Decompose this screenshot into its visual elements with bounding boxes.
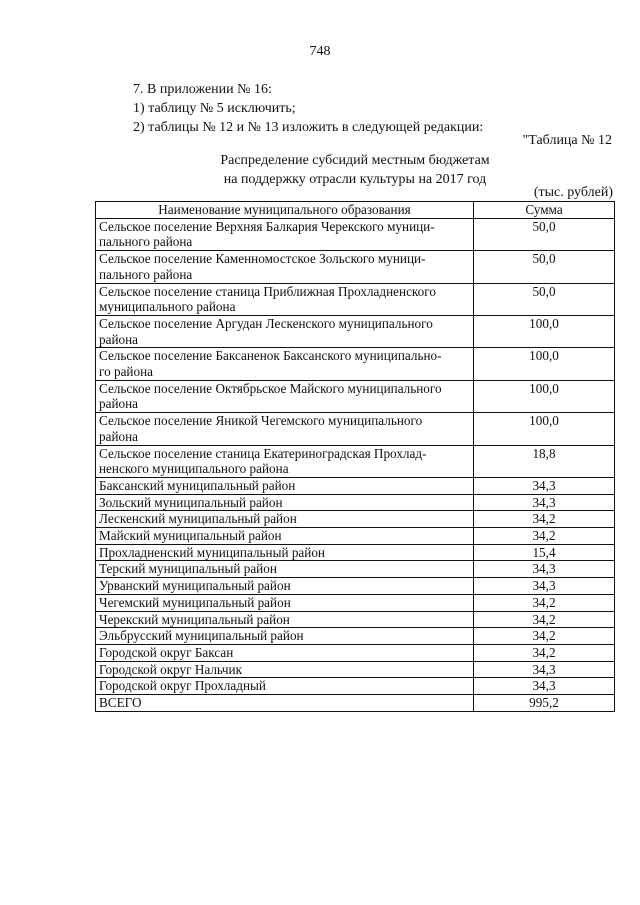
table-title-line-2: на поддержку отрасли культуры на 2017 год	[223, 172, 487, 187]
row-name	[96, 678, 474, 695]
table-row	[96, 594, 615, 611]
row-sum: 34,3	[474, 494, 615, 511]
row-name-line: района	[99, 331, 139, 347]
row-name	[96, 695, 474, 712]
row-name	[96, 413, 474, 445]
table-row	[96, 315, 615, 347]
row-sum: 50,0	[474, 218, 615, 250]
row-name-line: ВСЕГО	[99, 695, 142, 711]
row-name-line: Прохладненский муниципальный район	[99, 544, 325, 560]
row-name	[96, 561, 474, 578]
row-name-line: Урванский муниципальный район	[99, 578, 291, 594]
row-name-line: Сельское поселение Каменномостское Зольского муници-	[99, 251, 426, 267]
row-name	[96, 578, 474, 595]
table-row	[96, 695, 615, 712]
row-sum: 34,3	[474, 561, 615, 578]
row-name	[96, 348, 474, 380]
intro-text	[133, 80, 483, 137]
row-name-line: Эльбрусский муниципальный район	[99, 628, 304, 644]
table-title-line-1: Распределение субсидий местным бюджетам	[220, 153, 490, 168]
table-row	[96, 528, 615, 545]
row-sum: 18,8	[474, 445, 615, 477]
row-name	[96, 644, 474, 661]
row-sum: 995,2	[474, 695, 615, 712]
row-name-line: района	[99, 428, 139, 444]
row-sum: 34,3	[474, 578, 615, 595]
row-name	[96, 544, 474, 561]
row-sum: 34,2	[474, 628, 615, 645]
header-name: Наименование муниципального образования	[96, 202, 474, 219]
row-sum: 100,0	[474, 315, 615, 347]
table-row	[96, 628, 615, 645]
row-sum: 34,2	[474, 611, 615, 628]
table-row	[96, 283, 615, 315]
row-name	[96, 594, 474, 611]
page-number: 748	[309, 44, 331, 59]
row-name-line: Лескенский муниципальный район	[99, 511, 297, 527]
row-sum: 34,2	[474, 528, 615, 545]
row-name-line: муниципального района	[99, 299, 236, 315]
amendment-subitem-1: 1) таблицу № 5 исключить;	[133, 101, 296, 116]
table-row	[96, 380, 615, 412]
row-name	[96, 380, 474, 412]
subsidy-table	[95, 201, 615, 712]
row-name-line: Сельское поселение Октябрьское Майского муниципального	[99, 380, 442, 396]
row-name-line: Сельское поселение Аргудан Лескенского муниципального	[99, 315, 433, 331]
row-name	[96, 315, 474, 347]
row-name-line: Городской округ Прохладный	[99, 678, 266, 694]
row-name	[96, 445, 474, 477]
header-sum: Сумма	[474, 202, 615, 219]
row-name-line: го района	[99, 364, 153, 380]
table-row	[96, 678, 615, 695]
row-name-line: ненского муниципального района	[99, 461, 289, 477]
row-sum: 34,3	[474, 678, 615, 695]
row-name	[96, 611, 474, 628]
table-row	[96, 578, 615, 595]
row-name-line: Сельское поселение Яникой Чегемского муниципального	[99, 413, 423, 429]
row-name-line: Сельское поселение Верхняя Балкария Черекского муници-	[99, 218, 435, 234]
table-title	[0, 151, 640, 189]
row-name	[96, 494, 474, 511]
row-name-line: Сельское поселение Баксаненок Баксанского муниципально-	[99, 348, 442, 364]
row-sum: 100,0	[474, 348, 615, 380]
row-name-line: района	[99, 396, 139, 412]
row-name-line: Черекский муниципальный район	[99, 611, 290, 627]
table-row	[96, 445, 615, 477]
row-sum: 100,0	[474, 380, 615, 412]
row-sum: 34,3	[474, 477, 615, 494]
table-row	[96, 611, 615, 628]
row-name	[96, 283, 474, 315]
row-name	[96, 218, 474, 250]
row-name	[96, 628, 474, 645]
table-row	[96, 348, 615, 380]
row-name	[96, 251, 474, 283]
row-name	[96, 477, 474, 494]
row-sum: 34,2	[474, 511, 615, 528]
table-row	[96, 251, 615, 283]
row-name-line: Сельское поселение станица Приближная Прохладненского	[99, 283, 436, 299]
table-row	[96, 544, 615, 561]
row-sum: 100,0	[474, 413, 615, 445]
table-row	[96, 511, 615, 528]
row-name	[96, 511, 474, 528]
table-header-row	[96, 202, 615, 219]
row-sum: 34,2	[474, 644, 615, 661]
row-name-line: Городской округ Баксан	[99, 644, 234, 660]
row-name	[96, 528, 474, 545]
row-sum: 34,2	[474, 594, 615, 611]
amendment-subitem-2: 2) таблицы № 12 и № 13 изложить в следующей редакции:	[133, 120, 484, 135]
table-row	[96, 644, 615, 661]
row-name-line: Терский муниципальный район	[99, 561, 277, 577]
table-label: "Таблица № 12	[522, 133, 612, 148]
table-row	[96, 561, 615, 578]
table-row	[96, 218, 615, 250]
table-body	[96, 218, 615, 711]
row-name-line: пального района	[99, 234, 193, 250]
row-name-line: Сельское поселение станица Екатериноградская Прохлад-	[99, 445, 427, 461]
table-row	[96, 661, 615, 678]
row-name-line: пального района	[99, 266, 193, 282]
row-name	[96, 661, 474, 678]
row-sum: 15,4	[474, 544, 615, 561]
row-sum: 34,3	[474, 661, 615, 678]
row-name-line: Городской округ Нальчик	[99, 661, 243, 677]
table-row	[96, 477, 615, 494]
row-name-line: Зольский муниципальный район	[99, 494, 283, 510]
row-name-line: Баксанский муниципальный район	[99, 477, 296, 493]
row-name-line: Майский муниципальный район	[99, 528, 282, 544]
row-sum: 50,0	[474, 251, 615, 283]
units-label: (тыс. рублей)	[533, 185, 613, 200]
table-row	[96, 494, 615, 511]
table-row	[96, 413, 615, 445]
amendment-item: 7. В приложении № 16:	[133, 82, 272, 97]
row-sum: 50,0	[474, 283, 615, 315]
row-name-line: Чегемский муниципальный район	[99, 594, 291, 610]
